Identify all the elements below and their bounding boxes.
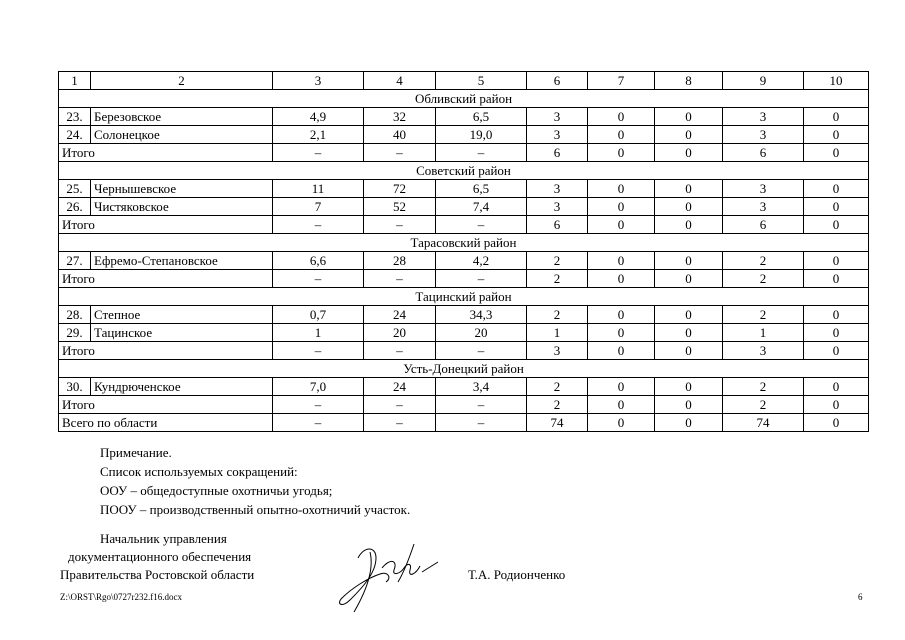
table-row <box>59 378 869 396</box>
table-row <box>59 252 869 270</box>
table-cell: 2 <box>527 396 588 414</box>
settlement-name: Степное <box>91 306 273 324</box>
table-cell: 2 <box>527 270 588 288</box>
table-cell: 3 <box>723 180 804 198</box>
table-cell: 3 <box>723 342 804 360</box>
district-name: Советский район <box>59 162 869 180</box>
table-row <box>59 306 869 324</box>
table-cell: 0 <box>804 342 869 360</box>
row-number: 27. <box>59 252 91 270</box>
signatory-title-line1: Начальник управления <box>100 531 227 546</box>
table-header-row <box>59 72 869 90</box>
table-cell: 52 <box>364 198 436 216</box>
table-cell: 0 <box>588 270 655 288</box>
table-cell: 2 <box>723 270 804 288</box>
table-cell: 0 <box>655 342 723 360</box>
table-cell: 6 <box>527 144 588 162</box>
total-label: Итого <box>59 270 273 288</box>
table-cell: 0 <box>655 216 723 234</box>
table-cell: 6 <box>723 216 804 234</box>
table-cell: 2 <box>723 378 804 396</box>
table-cell: 74 <box>527 414 588 432</box>
table-cell: 0 <box>655 198 723 216</box>
district-name: Обливский район <box>59 90 869 108</box>
total-row <box>59 396 869 414</box>
table-cell: – <box>273 270 364 288</box>
table-cell: 0 <box>804 396 869 414</box>
total-label: Итого <box>59 216 273 234</box>
table-cell: – <box>273 144 364 162</box>
district-header-row <box>59 360 869 378</box>
row-number: 30. <box>59 378 91 396</box>
total-row <box>59 414 869 432</box>
table-cell: 6 <box>527 216 588 234</box>
table-cell: 2 <box>527 252 588 270</box>
table-cell: 0 <box>655 306 723 324</box>
signatory-title-line3: Правительства Ростовской области <box>60 567 255 582</box>
settlement-name: Березовское <box>91 108 273 126</box>
column-header: 10 <box>804 72 869 90</box>
total-row <box>59 144 869 162</box>
abbreviation-poou: ПООУ – производственный опытно-охотничий участок. <box>100 502 411 517</box>
table-cell: 0 <box>588 180 655 198</box>
district-name: Тацинский район <box>59 288 869 306</box>
table-cell: 28 <box>364 252 436 270</box>
total-row <box>59 216 869 234</box>
table-cell: 32 <box>364 108 436 126</box>
table-cell: 0 <box>804 198 869 216</box>
table-cell: 1 <box>273 324 364 342</box>
table-cell: 1 <box>527 324 588 342</box>
table-cell: 0 <box>804 252 869 270</box>
signatory-title-line2: документационного обеспечения <box>68 549 252 564</box>
table-cell: 3 <box>527 342 588 360</box>
page-number: 6 <box>858 592 863 602</box>
table-cell: – <box>436 270 527 288</box>
table-row <box>59 324 869 342</box>
table-cell: 0 <box>588 216 655 234</box>
table-cell: – <box>273 396 364 414</box>
table-cell: 2 <box>723 306 804 324</box>
table-cell: 0 <box>588 198 655 216</box>
table-cell: 2 <box>723 252 804 270</box>
table-cell: – <box>364 216 436 234</box>
table-cell: 0 <box>588 414 655 432</box>
district-header-row <box>59 288 869 306</box>
table-cell: 2 <box>723 396 804 414</box>
table-cell: 0 <box>804 378 869 396</box>
district-header-row <box>59 90 869 108</box>
table-cell: 0 <box>804 414 869 432</box>
table-cell: 0 <box>588 108 655 126</box>
column-header: 9 <box>723 72 804 90</box>
total-label: Всего по области <box>59 414 273 432</box>
row-number: 25. <box>59 180 91 198</box>
table-cell: 3,4 <box>436 378 527 396</box>
table-cell: – <box>436 144 527 162</box>
column-header: 7 <box>588 72 655 90</box>
table-cell: 0,7 <box>273 306 364 324</box>
table-cell: 72 <box>364 180 436 198</box>
table-cell: 0 <box>588 342 655 360</box>
table-cell: 2 <box>527 378 588 396</box>
table-cell: – <box>436 396 527 414</box>
table-cell: 3 <box>723 198 804 216</box>
data-table <box>58 71 869 432</box>
table-cell: 6 <box>723 144 804 162</box>
settlement-name: Солонецкое <box>91 126 273 144</box>
table-row <box>59 126 869 144</box>
column-header: 8 <box>655 72 723 90</box>
column-header: 6 <box>527 72 588 90</box>
table-cell: 0 <box>655 414 723 432</box>
total-row <box>59 270 869 288</box>
table-cell: 3 <box>527 108 588 126</box>
table-cell: – <box>436 216 527 234</box>
table-cell: 24 <box>364 378 436 396</box>
table-cell: 0 <box>588 378 655 396</box>
table-cell: 0 <box>655 378 723 396</box>
row-number: 24. <box>59 126 91 144</box>
table-cell: 0 <box>588 306 655 324</box>
settlement-name: Чернышевское <box>91 180 273 198</box>
column-header: 1 <box>59 72 91 90</box>
district-name: Усть-Донецкий район <box>59 360 869 378</box>
table-row <box>59 198 869 216</box>
table-cell: 0 <box>588 126 655 144</box>
column-header: 3 <box>273 72 364 90</box>
table-cell: – <box>436 414 527 432</box>
table-cell: 1 <box>723 324 804 342</box>
signatory-name: Т.А. Родионченко <box>468 567 566 582</box>
row-number: 29. <box>59 324 91 342</box>
column-header: 5 <box>436 72 527 90</box>
row-number: 28. <box>59 306 91 324</box>
total-label: Итого <box>59 396 273 414</box>
table-cell: 6,6 <box>273 252 364 270</box>
table-cell: 0 <box>655 108 723 126</box>
table-cell: 0 <box>588 252 655 270</box>
table-cell: 74 <box>723 414 804 432</box>
table-cell: – <box>364 396 436 414</box>
table-row <box>59 108 869 126</box>
table-cell: 3 <box>723 126 804 144</box>
table-cell: 0 <box>588 396 655 414</box>
table-cell: 0 <box>804 270 869 288</box>
table-cell: – <box>364 414 436 432</box>
table-cell: 0 <box>804 180 869 198</box>
table-cell: 0 <box>804 144 869 162</box>
table-cell: 20 <box>436 324 527 342</box>
row-number: 26. <box>59 198 91 216</box>
table-cell: 7,4 <box>436 198 527 216</box>
table-cell: 34,3 <box>436 306 527 324</box>
table-cell: 0 <box>804 324 869 342</box>
total-label: Итого <box>59 144 273 162</box>
column-header: 2 <box>91 72 273 90</box>
table-cell: 6,5 <box>436 108 527 126</box>
table-cell: 0 <box>655 324 723 342</box>
abbreviations-title: Список используемых сокращений: <box>100 464 298 479</box>
row-number: 23. <box>59 108 91 126</box>
table-cell: 0 <box>655 396 723 414</box>
table-cell: 0 <box>804 126 869 144</box>
table-cell: 2 <box>527 306 588 324</box>
table-cell: 3 <box>527 126 588 144</box>
table-cell: – <box>364 270 436 288</box>
table-cell: 4,2 <box>436 252 527 270</box>
table-cell: 0 <box>588 324 655 342</box>
table-cell: 0 <box>655 270 723 288</box>
district-header-row <box>59 234 869 252</box>
table-cell: 19,0 <box>436 126 527 144</box>
total-row <box>59 342 869 360</box>
table-cell: – <box>436 342 527 360</box>
file-path: Z:\ORST\Rgo\0727r232.f16.docx <box>60 592 182 602</box>
handwritten-signature <box>330 538 445 618</box>
notes-block <box>100 443 410 519</box>
table-cell: – <box>273 342 364 360</box>
district-name: Тарасовский район <box>59 234 869 252</box>
table-cell: 4,9 <box>273 108 364 126</box>
table-cell: 7 <box>273 198 364 216</box>
district-header-row <box>59 162 869 180</box>
abbreviation-oou: ООУ – общедоступные охотничьи угодья; <box>100 483 333 498</box>
table-cell: 6,5 <box>436 180 527 198</box>
table-cell: 40 <box>364 126 436 144</box>
table-cell: 0 <box>655 126 723 144</box>
table-cell: 0 <box>655 180 723 198</box>
table-cell: 3 <box>723 108 804 126</box>
table-row <box>59 180 869 198</box>
table-cell: 0 <box>655 252 723 270</box>
table-cell: 2,1 <box>273 126 364 144</box>
table-cell: 0 <box>804 216 869 234</box>
column-header: 4 <box>364 72 436 90</box>
table-cell: 0 <box>804 108 869 126</box>
settlement-name: Ефремо-Степановское <box>91 252 273 270</box>
table-cell: 3 <box>527 180 588 198</box>
table-cell: 20 <box>364 324 436 342</box>
total-label: Итого <box>59 342 273 360</box>
table-cell: 0 <box>804 306 869 324</box>
settlement-name: Кундрюченское <box>91 378 273 396</box>
settlement-name: Тацинское <box>91 324 273 342</box>
table-cell: – <box>273 414 364 432</box>
table-cell: – <box>273 216 364 234</box>
table-cell: 11 <box>273 180 364 198</box>
note-title: Примечание. <box>100 445 172 460</box>
table-cell: – <box>364 342 436 360</box>
settlement-name: Чистяковское <box>91 198 273 216</box>
table-cell: 0 <box>655 144 723 162</box>
table-cell: 24 <box>364 306 436 324</box>
table-cell: 0 <box>588 144 655 162</box>
table-cell: 7,0 <box>273 378 364 396</box>
table-cell: – <box>364 144 436 162</box>
table-cell: 3 <box>527 198 588 216</box>
